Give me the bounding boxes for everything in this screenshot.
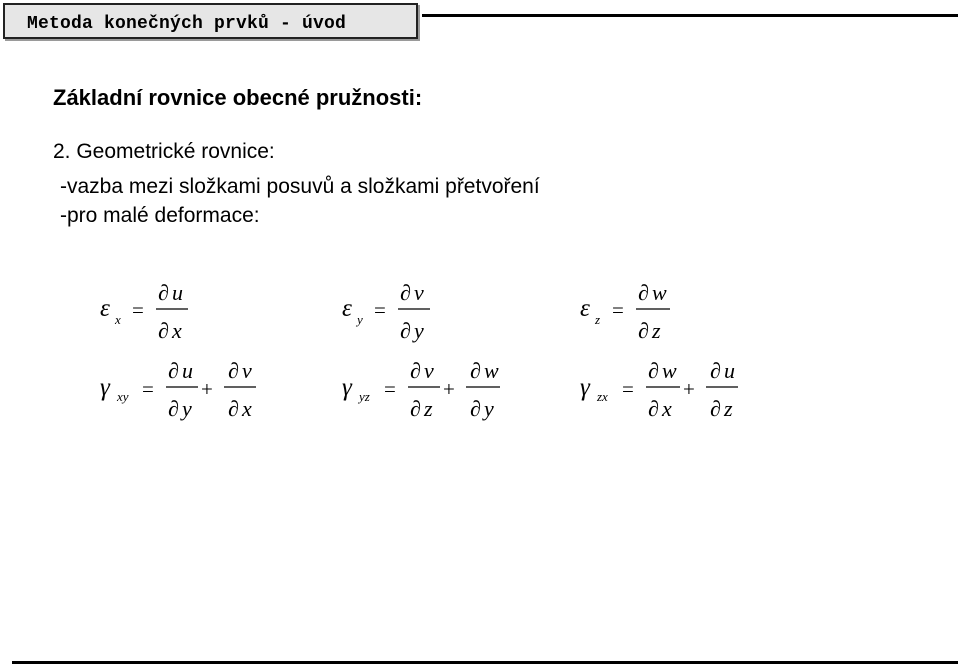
numerator-var: v (414, 280, 424, 305)
partial-symbol: ∂ (228, 396, 239, 421)
denominator-var: y (182, 396, 192, 421)
partial-symbol: ∂ (400, 280, 411, 305)
partial-symbol: ∂ (470, 396, 481, 421)
equation-gamma-zx (580, 358, 738, 421)
partial-symbol: ∂ (710, 396, 721, 421)
numerator-var: v (424, 358, 434, 383)
numerator-var: u (172, 280, 183, 305)
strain-equations (0, 270, 960, 440)
equals-sign: = (374, 298, 386, 322)
denominator-var: z (652, 318, 661, 343)
equation-epsilon-y (342, 280, 430, 343)
item-title: 2. Geometrické rovnice: (53, 140, 275, 163)
epsilon-symbol: ε (100, 295, 110, 322)
numerator-var: w (652, 280, 667, 305)
numerator-var: w (484, 358, 499, 383)
denominator-var: y (484, 396, 494, 421)
top-rule (422, 14, 958, 17)
partial-symbol: ∂ (410, 358, 421, 383)
plus-sign: + (683, 377, 695, 401)
denominator-var: x (662, 396, 672, 421)
partial-symbol: ∂ (470, 358, 481, 383)
subscript: z (595, 312, 601, 327)
numerator-var: v (242, 358, 252, 383)
subscript: y (357, 312, 363, 327)
gamma-symbol: γ (100, 374, 110, 401)
equals-sign: = (612, 298, 624, 322)
partial-symbol: ∂ (168, 358, 179, 383)
gamma-symbol: γ (342, 374, 352, 401)
equation-epsilon-x (100, 280, 188, 343)
subscript: xy (117, 389, 129, 404)
plus-sign: + (443, 377, 455, 401)
partial-symbol: ∂ (638, 318, 649, 343)
subscript: zx (597, 389, 608, 404)
bullet-small-deformations: -pro malé deformace: (60, 204, 260, 227)
bullet-coupling: -vazba mezi složkami posuvů a složkami přetvoření (60, 175, 540, 198)
partial-symbol: ∂ (158, 318, 169, 343)
section-heading: Základní rovnice obecné pružnosti: (53, 85, 423, 110)
equals-sign: = (384, 377, 396, 401)
partial-symbol: ∂ (158, 280, 169, 305)
epsilon-symbol: ε (580, 295, 590, 322)
equation-gamma-yz (342, 358, 500, 421)
denominator-var: x (172, 318, 182, 343)
partial-symbol: ∂ (710, 358, 721, 383)
denominator-var: z (424, 396, 433, 421)
denominator-var: z (724, 396, 733, 421)
partial-symbol: ∂ (638, 280, 649, 305)
subscript: x (115, 312, 121, 327)
equals-sign: = (622, 377, 634, 401)
slide-title: Metoda konečných prvků - úvod (27, 14, 347, 34)
partial-symbol: ∂ (648, 396, 659, 421)
epsilon-symbol: ε (342, 295, 352, 322)
denominator-var: y (414, 318, 424, 343)
equals-sign: = (132, 298, 144, 322)
equation-epsilon-z (580, 280, 670, 343)
partial-symbol: ∂ (168, 396, 179, 421)
gamma-symbol: γ (580, 374, 590, 401)
denominator-var: x (242, 396, 252, 421)
plus-sign: + (201, 377, 213, 401)
slide-title-box (3, 3, 418, 39)
equals-sign: = (142, 377, 154, 401)
subscript: yz (359, 389, 370, 404)
partial-symbol: ∂ (648, 358, 659, 383)
partial-symbol: ∂ (400, 318, 411, 343)
numerator-var: u (724, 358, 735, 383)
equation-gamma-xy (100, 358, 256, 421)
numerator-var: w (662, 358, 677, 383)
partial-symbol: ∂ (410, 396, 421, 421)
numerator-var: u (182, 358, 193, 383)
partial-symbol: ∂ (228, 358, 239, 383)
bottom-rule (12, 661, 958, 664)
